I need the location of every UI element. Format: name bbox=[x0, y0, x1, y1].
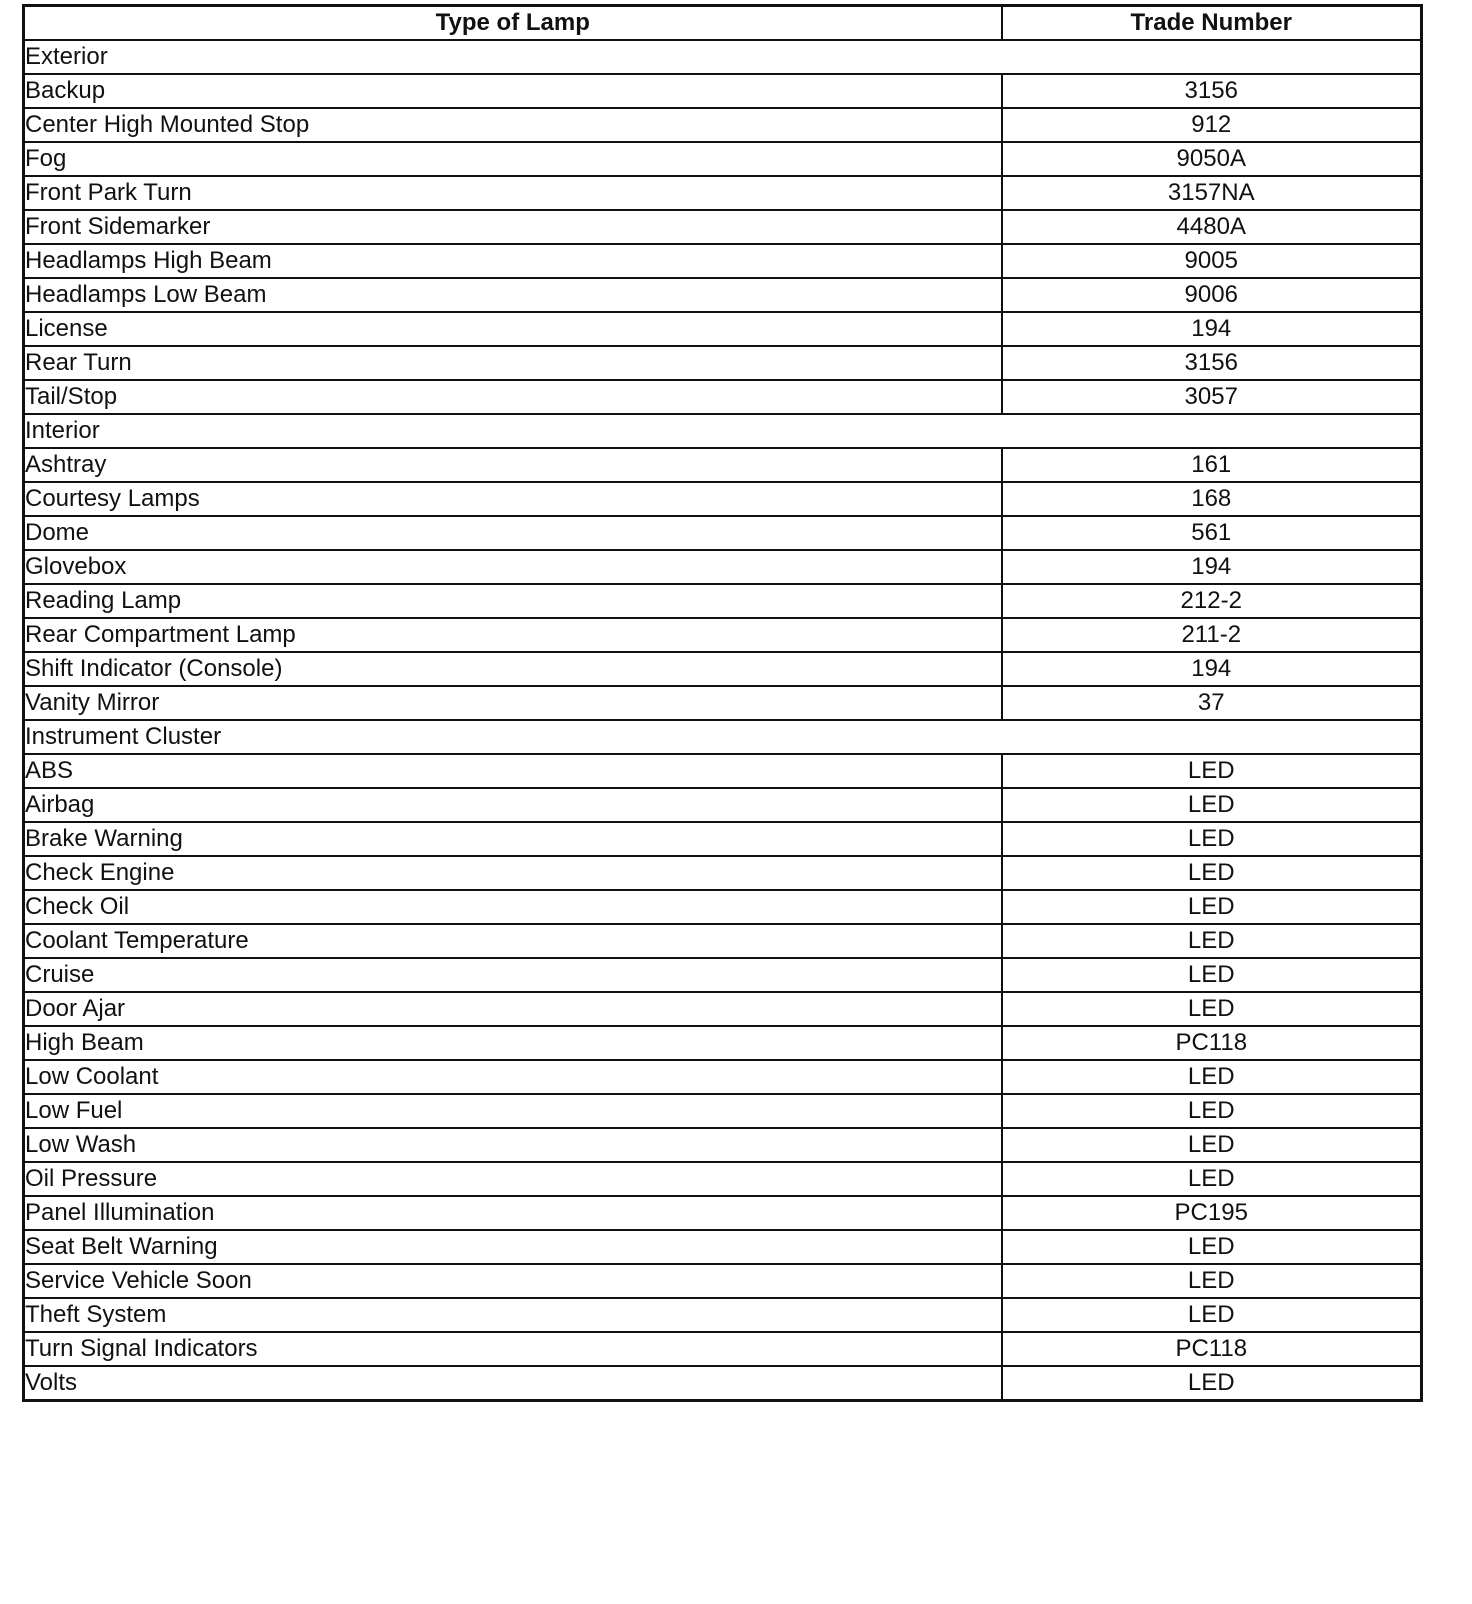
table-row bbox=[24, 278, 1422, 312]
trade-number-cell: LED bbox=[1002, 1128, 1422, 1162]
table-row bbox=[24, 1264, 1422, 1298]
lamp-type-cell: Front Sidemarker bbox=[24, 210, 1002, 244]
lamp-type-cell: Oil Pressure bbox=[24, 1162, 1002, 1196]
table-row bbox=[24, 754, 1422, 788]
table-row bbox=[24, 142, 1422, 176]
table-row bbox=[24, 1196, 1422, 1230]
table-body bbox=[24, 40, 1422, 1401]
table-row bbox=[24, 890, 1422, 924]
table-row bbox=[24, 788, 1422, 822]
table-row bbox=[24, 1298, 1422, 1332]
lamp-type-cell: Tail/Stop bbox=[24, 380, 1002, 414]
lamp-type-cell: Check Engine bbox=[24, 856, 1002, 890]
trade-number-cell: 194 bbox=[1002, 550, 1422, 584]
trade-number-cell: PC118 bbox=[1002, 1026, 1422, 1060]
trade-number-cell: 3157NA bbox=[1002, 176, 1422, 210]
trade-number-cell: LED bbox=[1002, 1298, 1422, 1332]
table-row bbox=[24, 550, 1422, 584]
table-row bbox=[24, 584, 1422, 618]
lamp-type-cell: Volts bbox=[24, 1366, 1002, 1401]
lamp-type-cell: Seat Belt Warning bbox=[24, 1230, 1002, 1264]
table-row bbox=[24, 1332, 1422, 1366]
table-row bbox=[24, 924, 1422, 958]
trade-number-cell: LED bbox=[1002, 1060, 1422, 1094]
lamp-type-cell: Brake Warning bbox=[24, 822, 1002, 856]
lamp-type-cell: Service Vehicle Soon bbox=[24, 1264, 1002, 1298]
lamp-type-cell: Rear Turn bbox=[24, 346, 1002, 380]
lamp-type-cell: Theft System bbox=[24, 1298, 1002, 1332]
table-row bbox=[24, 1366, 1422, 1401]
lamp-type-cell: License bbox=[24, 312, 1002, 346]
trade-number-cell: LED bbox=[1002, 1366, 1422, 1401]
table-row bbox=[24, 176, 1422, 210]
table-row bbox=[24, 1094, 1422, 1128]
trade-number-cell: 3156 bbox=[1002, 346, 1422, 380]
lamp-type-cell: Reading Lamp bbox=[24, 584, 1002, 618]
table-row bbox=[24, 686, 1422, 720]
trade-number-cell: 194 bbox=[1002, 652, 1422, 686]
table-row bbox=[24, 74, 1422, 108]
header-trade-number: Trade Number bbox=[1002, 6, 1422, 41]
lamp-type-cell: Airbag bbox=[24, 788, 1002, 822]
lamp-type-cell: Rear Compartment Lamp bbox=[24, 618, 1002, 652]
trade-number-cell: LED bbox=[1002, 992, 1422, 1026]
lamp-type-cell: Glovebox bbox=[24, 550, 1002, 584]
table-row bbox=[24, 210, 1422, 244]
lamp-type-cell: Low Coolant bbox=[24, 1060, 1002, 1094]
lamp-type-cell: Low Wash bbox=[24, 1128, 1002, 1162]
trade-number-cell: 194 bbox=[1002, 312, 1422, 346]
trade-number-cell: LED bbox=[1002, 1162, 1422, 1196]
section-title: Interior bbox=[24, 414, 1422, 448]
table-row bbox=[24, 380, 1422, 414]
header-type-of-lamp: Type of Lamp bbox=[24, 6, 1002, 41]
lamp-type-cell: Low Fuel bbox=[24, 1094, 1002, 1128]
trade-number-cell: 37 bbox=[1002, 686, 1422, 720]
table-row bbox=[24, 1162, 1422, 1196]
table-row bbox=[24, 448, 1422, 482]
trade-number-cell: LED bbox=[1002, 788, 1422, 822]
lamp-type-cell: Cruise bbox=[24, 958, 1002, 992]
table-row bbox=[24, 516, 1422, 550]
table-row bbox=[24, 482, 1422, 516]
table-row bbox=[24, 1026, 1422, 1060]
table-row bbox=[24, 1060, 1422, 1094]
table-row bbox=[24, 312, 1422, 346]
lamp-type-cell: Turn Signal Indicators bbox=[24, 1332, 1002, 1366]
trade-number-cell: 161 bbox=[1002, 448, 1422, 482]
table-row bbox=[24, 346, 1422, 380]
trade-number-cell: 561 bbox=[1002, 516, 1422, 550]
lamp-type-cell: Backup bbox=[24, 74, 1002, 108]
trade-number-cell: LED bbox=[1002, 958, 1422, 992]
trade-number-cell: LED bbox=[1002, 1264, 1422, 1298]
trade-number-cell: 212-2 bbox=[1002, 584, 1422, 618]
lamp-type-cell: Fog bbox=[24, 142, 1002, 176]
trade-number-cell: PC118 bbox=[1002, 1332, 1422, 1366]
lamp-type-cell: Check Oil bbox=[24, 890, 1002, 924]
trade-number-cell: 211-2 bbox=[1002, 618, 1422, 652]
trade-number-cell: LED bbox=[1002, 754, 1422, 788]
trade-number-cell: LED bbox=[1002, 856, 1422, 890]
trade-number-cell: LED bbox=[1002, 924, 1422, 958]
lamp-type-cell: Courtesy Lamps bbox=[24, 482, 1002, 516]
lamp-type-cell: Shift Indicator (Console) bbox=[24, 652, 1002, 686]
trade-number-cell: 9050A bbox=[1002, 142, 1422, 176]
section-title: Instrument Cluster bbox=[24, 720, 1422, 754]
lamp-type-cell: Coolant Temperature bbox=[24, 924, 1002, 958]
table-row bbox=[24, 856, 1422, 890]
trade-number-cell: LED bbox=[1002, 1094, 1422, 1128]
lamp-trade-number-table bbox=[22, 4, 1423, 1402]
table-row bbox=[24, 652, 1422, 686]
table-row bbox=[24, 1230, 1422, 1264]
lamp-type-cell: Headlamps High Beam bbox=[24, 244, 1002, 278]
trade-number-cell: LED bbox=[1002, 822, 1422, 856]
table-row bbox=[24, 108, 1422, 142]
table-row bbox=[24, 822, 1422, 856]
trade-number-cell: 9006 bbox=[1002, 278, 1422, 312]
table-row bbox=[24, 244, 1422, 278]
lamp-type-cell: Ashtray bbox=[24, 448, 1002, 482]
trade-number-cell: 3057 bbox=[1002, 380, 1422, 414]
table-row bbox=[24, 1128, 1422, 1162]
trade-number-cell: PC195 bbox=[1002, 1196, 1422, 1230]
table-row bbox=[24, 992, 1422, 1026]
section-row bbox=[24, 720, 1422, 754]
table-row bbox=[24, 618, 1422, 652]
lamp-type-cell: Dome bbox=[24, 516, 1002, 550]
lamp-type-cell: High Beam bbox=[24, 1026, 1002, 1060]
lamp-type-cell: Center High Mounted Stop bbox=[24, 108, 1002, 142]
section-row bbox=[24, 414, 1422, 448]
lamp-type-cell: Headlamps Low Beam bbox=[24, 278, 1002, 312]
lamp-type-cell: Panel Illumination bbox=[24, 1196, 1002, 1230]
lamp-type-cell: Front Park Turn bbox=[24, 176, 1002, 210]
section-title: Exterior bbox=[24, 40, 1422, 74]
table-row bbox=[24, 958, 1422, 992]
lamp-type-cell: ABS bbox=[24, 754, 1002, 788]
trade-number-cell: 3156 bbox=[1002, 74, 1422, 108]
trade-number-cell: 168 bbox=[1002, 482, 1422, 516]
section-row bbox=[24, 40, 1422, 74]
trade-number-cell: 4480A bbox=[1002, 210, 1422, 244]
table-header bbox=[24, 6, 1422, 41]
trade-number-cell: 9005 bbox=[1002, 244, 1422, 278]
lamp-type-cell: Vanity Mirror bbox=[24, 686, 1002, 720]
trade-number-cell: LED bbox=[1002, 1230, 1422, 1264]
trade-number-cell: LED bbox=[1002, 890, 1422, 924]
header-row bbox=[24, 6, 1422, 41]
lamp-type-cell: Door Ajar bbox=[24, 992, 1002, 1026]
trade-number-cell: 912 bbox=[1002, 108, 1422, 142]
